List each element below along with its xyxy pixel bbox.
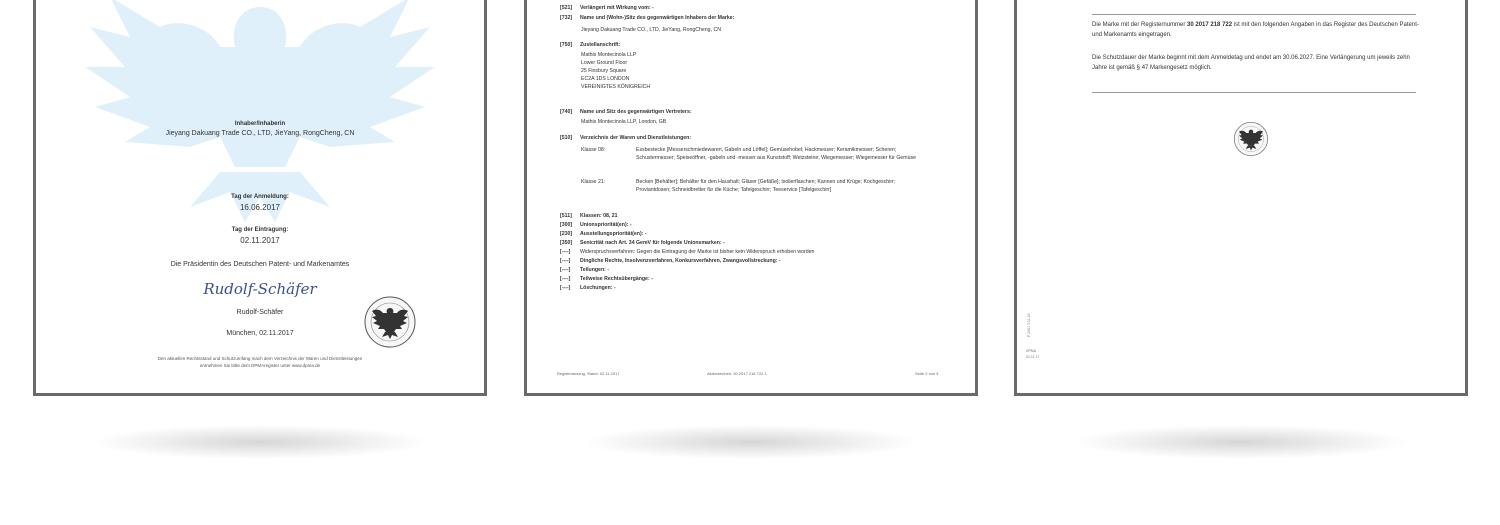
corner-note-1: DPMA xyxy=(1026,349,1037,353)
signer-name: Rudolf-Schäfer xyxy=(236,309,284,316)
divider xyxy=(1092,14,1416,15)
register-row: [732] Name und (Wohn-)Sitz des gegenwärtigen Inhabers der Marke: xyxy=(560,15,735,21)
address-row: [750] Zustellanschrift: xyxy=(560,42,621,48)
register-extract-page-3 xyxy=(1014,0,1468,396)
footnote-line-1: Den aktuellen Rechtsstand und Schutzumfang mach dem Verzeichnis der Waren und Dienstleistungen xyxy=(157,356,363,361)
divider xyxy=(1092,92,1416,93)
owner-label: Inhaber/Inhaberin xyxy=(234,121,286,127)
register-row: [----] Dingliche Rechte, Insolvenzverfahren, Konkursverfahren, Zwangsvollstreckung: - xyxy=(560,258,781,264)
address-line: EC2A 1DS LONDON xyxy=(581,76,630,82)
filing-date-label: Tag der Anmeldung: xyxy=(231,194,289,200)
page-1-shadow xyxy=(95,425,425,459)
signature: Rudolf-Schäfer xyxy=(203,280,317,298)
side-form-code: P 2401 T.01.18 xyxy=(1027,313,1031,337)
goods-row: [510] Verzeichnis der Waren und Dienstleistungen: xyxy=(560,135,692,141)
register-row: [230] Ausstellungspriorität(en): - xyxy=(560,231,647,237)
official-seal-icon xyxy=(363,295,417,349)
owner-value: Jieyang Dakuang Trade CO., LTD, JieYang, RongCheng, CN xyxy=(581,27,721,33)
register-row: [----] Teilungen: - xyxy=(560,267,610,273)
register-row: [521] Verlängert mit Wirkung vom: - xyxy=(560,5,654,11)
address-line: VEREINIGTES KÖNIGREICH xyxy=(581,84,651,90)
representative-row: [740] Name und Sitz des gegenwärtigen Vertreters: xyxy=(560,109,692,115)
class-08-label: Klasse 08: xyxy=(581,147,606,153)
footer-middle: Aktenzeichen: 30 2017 218 722.1 xyxy=(707,371,767,376)
place-date: München, 02.11.2017 xyxy=(226,330,294,337)
register-row: [----] Löschungen: - xyxy=(560,285,616,291)
footer-page-number: Seite 2 von 3 xyxy=(915,371,939,376)
registration-date-label: Tag der Eintragung: xyxy=(231,227,289,233)
official-seal-icon xyxy=(1233,121,1269,157)
address-line: 25 Finsbury Square xyxy=(581,68,627,74)
corner-note-2: 02.11.17 xyxy=(1026,355,1040,359)
footnote-line-2: entnehmen Sie bitte dem DPMAregister unter www.dpma.de xyxy=(199,363,321,368)
register-row: [300] Unionspriorität(en): - xyxy=(560,222,632,228)
register-row: [350] Senicrität nach Art. 34 GemV für folgende Unionsmarken: - xyxy=(560,240,725,246)
certificate-page-1 xyxy=(33,0,487,396)
address-line: Lower Ground Floor xyxy=(581,60,628,66)
registration-date: 02.11.2017 xyxy=(240,236,280,245)
register-extract-page-2 xyxy=(524,0,978,396)
register-row: [----] Widerspruchsverfahren: Gegen die Eintragung der Marke ist bisher kein Widerspruch erhoben worden xyxy=(560,249,815,255)
class-21-goods: Becken [Behälter]; Behälter für den Haushalt; Gläser [Gefäße]; Isolierflaschen; Kannen und Krüge; Kochgeschirr; Proviantdosen; Schneidbretter für die Küche; Tafelgeschirr; Teeservice [Tafelgeschirr] xyxy=(636,179,896,193)
filing-date: 16.06.2017 xyxy=(239,203,281,212)
page-3-shadow xyxy=(1076,425,1406,459)
page-2-shadow xyxy=(586,425,916,459)
register-row: [----] Teilweise Rechtsübergänge: - xyxy=(560,276,653,282)
president-line: Die Präsidentin des Deutschen Patent- und Markenamtes xyxy=(170,261,350,268)
class-08-goods: Essbestecke [Messerschmiedewaren, Gabeln und Löffel]; Gemüsehobel; Hackmesser; Keramikmesser; Scheren; Schustermesser; Speiseöffner, -gabeln und -messer aus Kunststoff; Wetzsteine; Wiegemesser; Wiegemesser für Gemüse xyxy=(636,147,916,161)
registration-paragraph: Die Marke mit der Registernummer 30 2017 218 722 ist mit den folgenden Angaben in das Register des Deutschen Patent- und Markenamts eingetragen. xyxy=(1092,22,1419,38)
registration-number: 30 2017 218 722 xyxy=(1187,22,1233,28)
footer-left: Registerauszug, Stand: 02.11.2017 xyxy=(557,371,620,376)
owner-value: Jieyang Dakuang Trade CO., LTD, JieYang, RongCheng, CN xyxy=(165,130,355,137)
representative-value: Mathis Montecinola LLP, London, GB xyxy=(581,119,667,125)
address-line: Mathis Montecinola LLP xyxy=(581,52,637,58)
protection-period-paragraph: Die Schutzdauer der Marke beginnt mit dem Anmeldetag und endet am 30.06.2027. Eine Verlängerung um jeweils zehn Jahre ist gemäß § 47 Markengesetz möglich. xyxy=(1092,55,1410,71)
register-row: [511] Klassen: 08, 21 xyxy=(560,213,618,219)
register-row xyxy=(560,0,960,3)
class-21-label: Klasse 21: xyxy=(581,179,606,185)
federal-eagle-watermark-icon xyxy=(70,0,450,227)
